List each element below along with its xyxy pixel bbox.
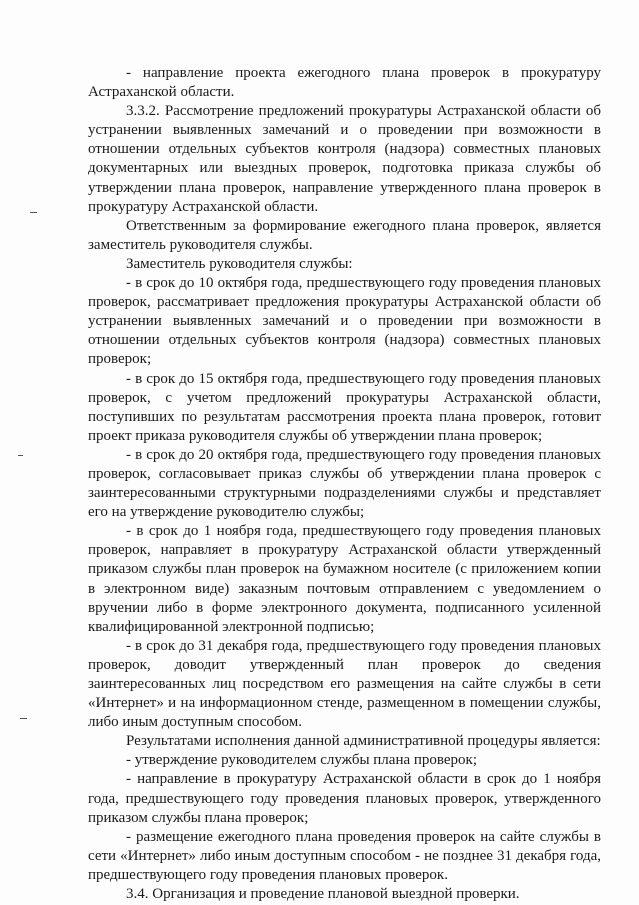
paragraph-results: Результатами исполнения данной административной процедуры является: xyxy=(126,733,601,750)
scan-mark-bottom xyxy=(20,718,27,719)
list-item-nov-1: - в срок до 1 ноября года, предшествующего году проведения плановых проверок, направляет в прокуратуру Астраханской области утвержденный приказом службы план проверок на бумажном носителе (с приложением копии в электронном виде) заказным почтовым отправлением с уведомлением о вручении либо в форме электронного документа, подписанного усиленной квалифицированной электронной подписью; xyxy=(88,523,601,635)
paragraph-3-4: 3.4. Организация и проведение плановой выездной проверки. xyxy=(126,886,520,903)
paragraph-3-3-2: 3.3.2. Рассмотрение предложений прокуратуры Астраханской области об устранении выявленных замечаний и о проведении при возможности в отношении отдельных субъектов контроля (надзора) совместных плановых документарных или выездных проверок, подготовка приказа службы об утверждении плана проверок, направление утвержденного плана проверок в прокуратуру Астраханской области. xyxy=(88,103,601,215)
list-item-oct-15: - в срок до 15 октября года, предшествующего году проведения плановых проверок, с учетом предложений прокуратуры Астраханской области, поступивших по результатам рассмотрения проекта плана проверок, готовит проект приказа руководителя службы об утверждении плана проверок; xyxy=(88,370,601,444)
document-body xyxy=(88,64,601,904)
paragraph-responsible: Ответственным за формирование ежегодного плана проверок, является заместитель руководителя службы. xyxy=(88,217,601,253)
list-item-result-sending: - направление в прокуратуру Астраханской области в срок до 1 ноября года, предшествующего году проведения плановых проверок, утвержденного приказом службы плана проверок; xyxy=(88,771,601,826)
list-item-result-publishing: - размещение ежегодного плана проведения проверок на сайте службы в сети «Интернет» либо иным доступным способом - не позднее 31 декабря года, предшествующего году проведения плановых проверок. xyxy=(88,828,601,883)
scan-mark-top xyxy=(30,212,37,213)
list-item-oct-10: - в срок до 10 октября года, предшествующего году проведения плановых проверок, рассматривает предложения прокуратуры Астраханской области об устранении выявленных замечаний и о проведении при возможности в отношении отдельных субъектов контроля (надзора) совместных плановых проверок; xyxy=(88,275,601,368)
scan-mark-middle xyxy=(18,455,23,456)
list-item-oct-20: - в срок до 20 октября года, предшествующего году проведения плановых проверок, согласовывает приказ службы об утверждении плана проверок с заинтересованными структурными подразделениями службы и представляет его на утверждение руководителю службы; xyxy=(88,446,601,521)
paragraph-sending-draft-plan: - направление проекта ежегодного плана проверок в прокуратуру Астраханской области. xyxy=(88,65,601,101)
list-item-result-approval: - утверждение руководителем службы плана проверок; xyxy=(126,752,478,769)
list-item-dec-31: - в срок до 31 декабря года, предшествующего году проведения плановых проверок, доводит утвержденный план проверок до сведения заинтересованных лиц посредством его размещения на сайте службы в сети «Интернет» и на информационном стенде, размещенном в помещении службы, либо иным доступным способом. xyxy=(88,637,601,731)
paragraph-deputy-head: Заместитель руководителя службы: xyxy=(126,255,353,272)
